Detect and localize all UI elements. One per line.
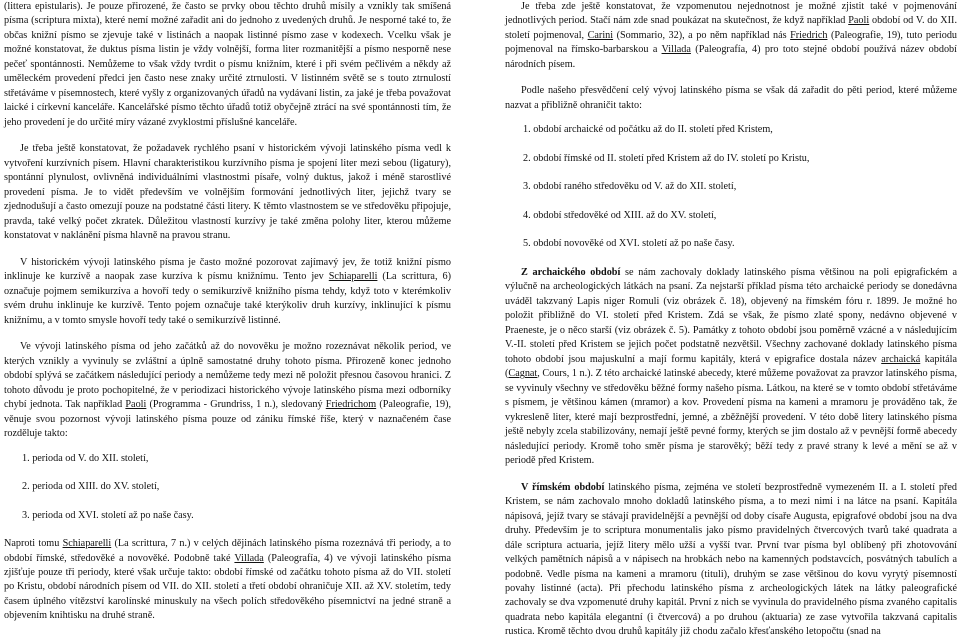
period-list-paoli — [4, 452, 451, 523]
list-item: 3. období raného středověku od V. až do XII. století, — [523, 181, 737, 193]
left-column — [4, 0, 451, 624]
list-item: 1. období archaické od počátku až do II. století před Kristem, — [523, 124, 773, 136]
paragraph-semikurziva: V historickém vývoji latinského písma je často možné pozorovat zajímavý jev, že totiž knižní písmo inklinuje ke kurzívě a naopak zase kurzíva k písmu knižnímu. Tento jev Schiaparelli (La scrittura, 6) označuje pojmem semikurzíva a hovoří tedy o semikurzívě knižního písma tehdy, když toto v kterémkoliv svém druhu inklinuje ke kurzívě. Tento pojem označuje také kterýkoliv druh kurzívy, inklinující k písmu knižnímu, a v tomto smysle hovoří tedy také o semikurzívě listinné. — [4, 256, 451, 326]
paragraph-archaicke-obdobi: Z archaického období se nám zachovaly doklady latinského písma většinou na poli epigrafickém a výlučně na archeologických látkách na psaní. Za nejstarší příklad písma této archaické periody se donedávna uváděl takzvaný Lapis niger Romuli (viz obrázek č. 18), objevený na římském fóru r. 1899. Je možné ho položit přibližně do VI. století před Kristem. Zdá se však, že písmo zlaté spony, nedávno objevené v Praeneste, je o něco starší (viz obrázek č. 5). Památky z tohoto období jsou poměrně vzácné a v následujícím V.-II. století před Kristem se jejich počet podstatně nezvětšil. Všechny zachované doklady latinského písma tohoto období jsou majuskulní a mají formu kapitály, která v epigrafice dostala název archaická kapitála (Cagnat, Cours, 1 n.). Z této archaické latinské abecedy, které můžeme považovat za pravzor latinského písma, se vyvinuly všechny ve středověku běžné formy našeho písma. Látkou, na které se v tomto období střetáváme s písmem, je většinou kámen (mramor) a kov. Provedení písma na kameni a mramoru je prováděno tak, že vykresleně liter, které mají bezprostřední, jemné, a zběžnější provedení. V této době litery latinského písma ještě nebyly zcela stabilizovány, nemají ještě pevné formy, kterých se jim dostalo až v pevnější formě abecedy následující periody. Kromě toho směr písma je starověký; běží tedy z pravé strany k levé a mění se až v periodě před Kristem. — [505, 266, 958, 467]
link-friedrichom[interactable]: Friedrichom — [325, 399, 377, 411]
link-carini[interactable]: Carini — [587, 29, 614, 41]
list-item: 1. perioda od V. do XII. století, — [22, 452, 149, 464]
paragraph-rimske-obdobi: V římském období latinského písma, zejména ve století bezprostředně vymezeném II. a I. století před Kristem, se nám zachovalo mnoho dokladů latinského písma, a to mezi nimi i na látce na psaní. Kapitála nápisová, jejíž tvary se stávají pravidelnější a pevnější od doby císaře Augusta, epigrafové období jsou na dva druhy. Především je to scriptura monumentalis jako písmo pravidelných čtvercových tvarů také quadrata a dále scriptura actuaria, jejíž litery mělo užší a vyšší tvar. První tvar písma byl oblíbený při zhotovování velkých pamětních nápisů a v nápisech na hrobkách nebo na kamenných podstavcích, posvátných tabulích a podobně. Vedle písma na kameni a mramoru (tituli), druhým se zase většinou do kovu vyrytý písemností povahy listinné (acta). Při přechodu latinského písma z archeologických látek na látky paleografické zachovaly se dva vzpomenuté druhy kapitál. První z nich se vyvinula do pravidelného písma zvaného capitalis quadrata nebo kapitála elegantní (i čtvercová) a po druhou (aktuaria) ze zase vytvořila takzvaná capitalis rustica. Kromě těchto dvou druhů kapitály již chodu začalo křesťanského letopočtu (snad na — [505, 481, 957, 638]
paragraph-pet-period: Podle našeho přesvědčení celý vývoj latinského písma se však dá zařadit do pěti period, které můžeme nazvat a přibližně ohraničit takto: — [505, 85, 957, 111]
paragraph-pojmenovani: Je třeba zde ještě konstatovat, že vzpomenutou nejednotnost je možné zjistit také v pojmenování jednotlivých period. Stačí nám zde snad poukázat na skutečnost, že když například Paoli období od V. do XII. století pojmenoval, Carini (Sommario, 32), a po něm například nás Friedrich (Paleografie, 19), tuto periodu pojmenoval na římsko-barbarskou a Villada (Paleografía, 4) pro toto stejné období používá název období národních písem. — [505, 1, 958, 70]
link-cagnat[interactable]: Cagnat — [508, 368, 538, 380]
period-list-five — [505, 123, 957, 251]
list-item: 4. období středověké od XIII. až do XV. století, — [523, 209, 717, 221]
paragraph-scriptura-mixta: (littera epistularis). Je pouze přirozené, že často se prvky obou těchto druhů mísily a vznikly tak smíšená písma (scriptura mixta), které nemí možné zařadit ani do jednoho z uvedených druhů. Je nesporné také to, že občas knižní písmo se zjevuje také v listinách a naopak listinné písmo zase v kodexech. Vcelku však je možné konstatovat, že duktus písma listin je vždy volnější, forma liter rozmanitější a písmo nesporně nese pečeť spontánnosti. Nemůžeme to však vždy tvrdit o písmu knižním, které i při svém pečlivém a někdy až uměleckém provedení předci jen často nese znaky určité ztrnulosti. V listinném světě se s touto ztrnulostí střetáváme v písemnostech, které vyšly z organizovaných úřadů na vydávaní listin, za jaké je třeba považovat laické i církevní kanceláře. Kancelářské písmo těchto úřadů totiž obyčejně ztrácí na své spontánnosti tím, že jeho provedení je do určité míry vázané zvyklostmi příslušné kanceláře. — [4, 1, 451, 128]
link-paoli-2[interactable]: Paoli — [848, 15, 870, 27]
right-column — [505, 0, 957, 640]
link-villada[interactable]: Villada — [234, 552, 264, 564]
list-item: 2. perioda od XIII. do XV. století, — [22, 481, 160, 493]
paragraph-kurziva: Je třeba ještě konstatovat, že požadavek rychlého psaní v historickém vývoji latinského písma vedl k vytvoření kurzívních písem. Hlavní charakteristikou kurzívního písma je spojení liter mezi sebou (ligatury), spontánní plynulost, ovlivněná individuálními vlastnostmi písaře, volný duktus, jakož i méně starostlivé provedení písma. Je to vidět především ve volnějším formování jednotlivých liter, jejichž tvary se zjednodušují a často omezují pouze na podstatné části litery. K těmto vlastnostem se ve středověku připojuje, pravda, také velký počet zkratek. Důležitou vlastností kurzívy je také změna polohy liter, kterou můžeme konstatovat v naklánění písma hlavně na pravou stranu. — [4, 143, 451, 242]
link-villada-2[interactable]: Villada — [661, 44, 691, 56]
link-schiaparelli[interactable]: Schiaparelli — [328, 271, 378, 283]
link-archaicka[interactable]: archaická — [881, 353, 921, 365]
paragraph-tri-periody: Naproti tomu Schiaparelli (La scrittura, 7 n.) v celých dějinách latinského písma rozeznává tři periody, a to období římské, středověké a novověké. Podobně také Villada (Paleografía, 4) ve vývoji latinského písma zjišťuje pouze tři periody, které však určuje takto: období římské od začátku tohoto písma až do VII. století po Kristu, období národních písem od VII. do XII. století a třetí období ohraničuje XII. až XV. stoletím, tedy časem úplného vítězství karolínské minuskuly na všech polích středověkého písemnictví na jedné straně a objevením knihtisku na druhé straně. — [4, 538, 452, 622]
link-friedrich[interactable]: Friedrich — [790, 29, 828, 41]
paragraph-periodizace: Ve vývoji latinského písma od jeho začátků až do novověku je možno rozeznávat několik period, ve kterých vznikly a vyvinuly se zvláštní a úplně samostatné druhy tohoto písma. Přirozeně konec jednoho období splývá se začátkem následující periody a nemůžeme tedy mezi ně položit přesnou časovou hranici. Z tohoto důvodu je proto pochopitelné, že v periodizaci historického vývoje latinského písma mezi odborníky chybí jednota. Tak například Paoli (Programma - Grundriss, 1 n.), sledovaný Friedrichom (Paleografie, 19), věnuje svou pozornost vývoji latinského písma pouze od zániku římské říše, který v naznačeném čase rozděluje takto: — [4, 341, 452, 440]
link-schiaparelli-2[interactable]: Schiaparelli — [62, 538, 112, 550]
list-item: 2. období římské od II. století před Kristem až do IV. století po Kristu, — [523, 152, 810, 164]
list-item: 5. období novověké od XVI. století až po naše časy. — [523, 238, 735, 250]
link-paoli[interactable]: Paoli — [125, 399, 147, 411]
list-item: 3. perioda od XVI. století až po naše časy. — [22, 509, 194, 521]
